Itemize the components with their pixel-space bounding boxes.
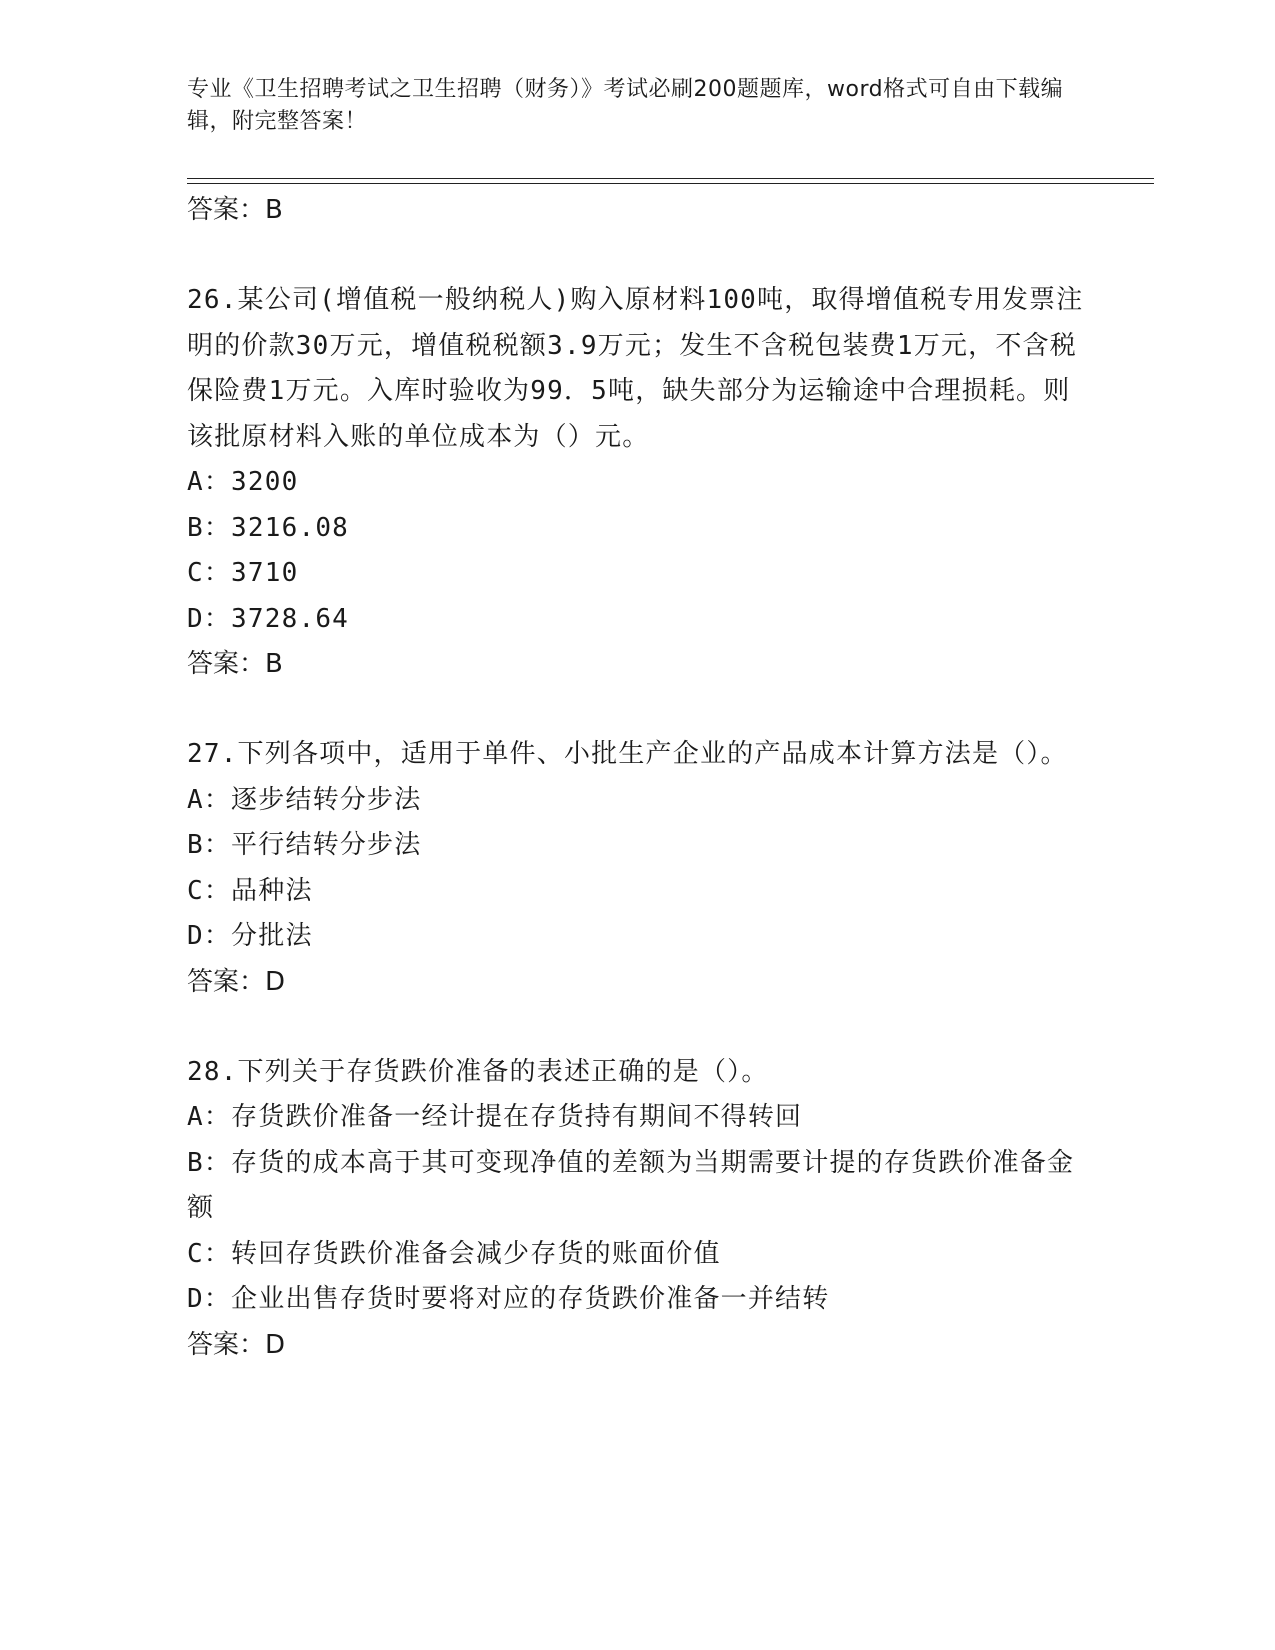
option-c: C：3710 (187, 558, 299, 588)
header-divider-top (187, 178, 1154, 179)
option-a: A：逐步结转分步法 (187, 784, 422, 815)
question-text: 26.某公司(增值税一般纳税人)购入原材料100吨，取得增值税专用发票注明的价款30万元，增值税税额3.9万元；发生不含税包装费1万元，不含税保险费1万元。入库时验收为99．5吨，缺失部分为运输途中合理损耗。则该批原材料入账的单位成本为（）元。 (187, 285, 1084, 452)
question-item (187, 278, 1087, 686)
option-a: A：存货跌价准备一经计提在存货持有期间不得转回 (187, 1102, 803, 1132)
previous-question-answer: 答案：B (187, 195, 283, 225)
option-d: D：企业出售存货时要将对应的存货跌价准备一并结转 (187, 1284, 830, 1314)
question-list (187, 188, 1087, 1367)
question-answer: 答案：B (187, 649, 283, 679)
option-d: D：3728.64 (187, 603, 350, 634)
option-a: A：3200 (187, 467, 299, 497)
header-divider-bottom (187, 183, 1154, 184)
question-answer: 答案：D (187, 1329, 286, 1360)
question-text: 27.下列各项中，适用于单件、小批生产企业的产品成本计算方法是（）。 (187, 739, 1068, 769)
option-d: D：分批法 (187, 921, 313, 951)
option-c: C：品种法 (187, 875, 313, 906)
question-answer: 答案：D (187, 966, 286, 997)
question-item (187, 732, 1087, 1004)
option-b: B：3216.08 (187, 512, 350, 543)
question-text: 28.下列关于存货跌价准备的表述正确的是（）。 (187, 1056, 769, 1087)
question-item (187, 1050, 1087, 1367)
option-b: B：存货的成本高于其可变现净值的差额为当期需要计提的存货跌价准备金额 (187, 1147, 1075, 1223)
option-c: C：转回存货跌价准备会减少存货的账面价值 (187, 1238, 721, 1269)
option-b: B：平行结转分步法 (187, 830, 422, 860)
document-header: 专业《卫生招聘考试之卫生招聘（财务）》考试必刷200题题库，word格式可自由下载编辑，附完整答案！ (187, 77, 1064, 134)
